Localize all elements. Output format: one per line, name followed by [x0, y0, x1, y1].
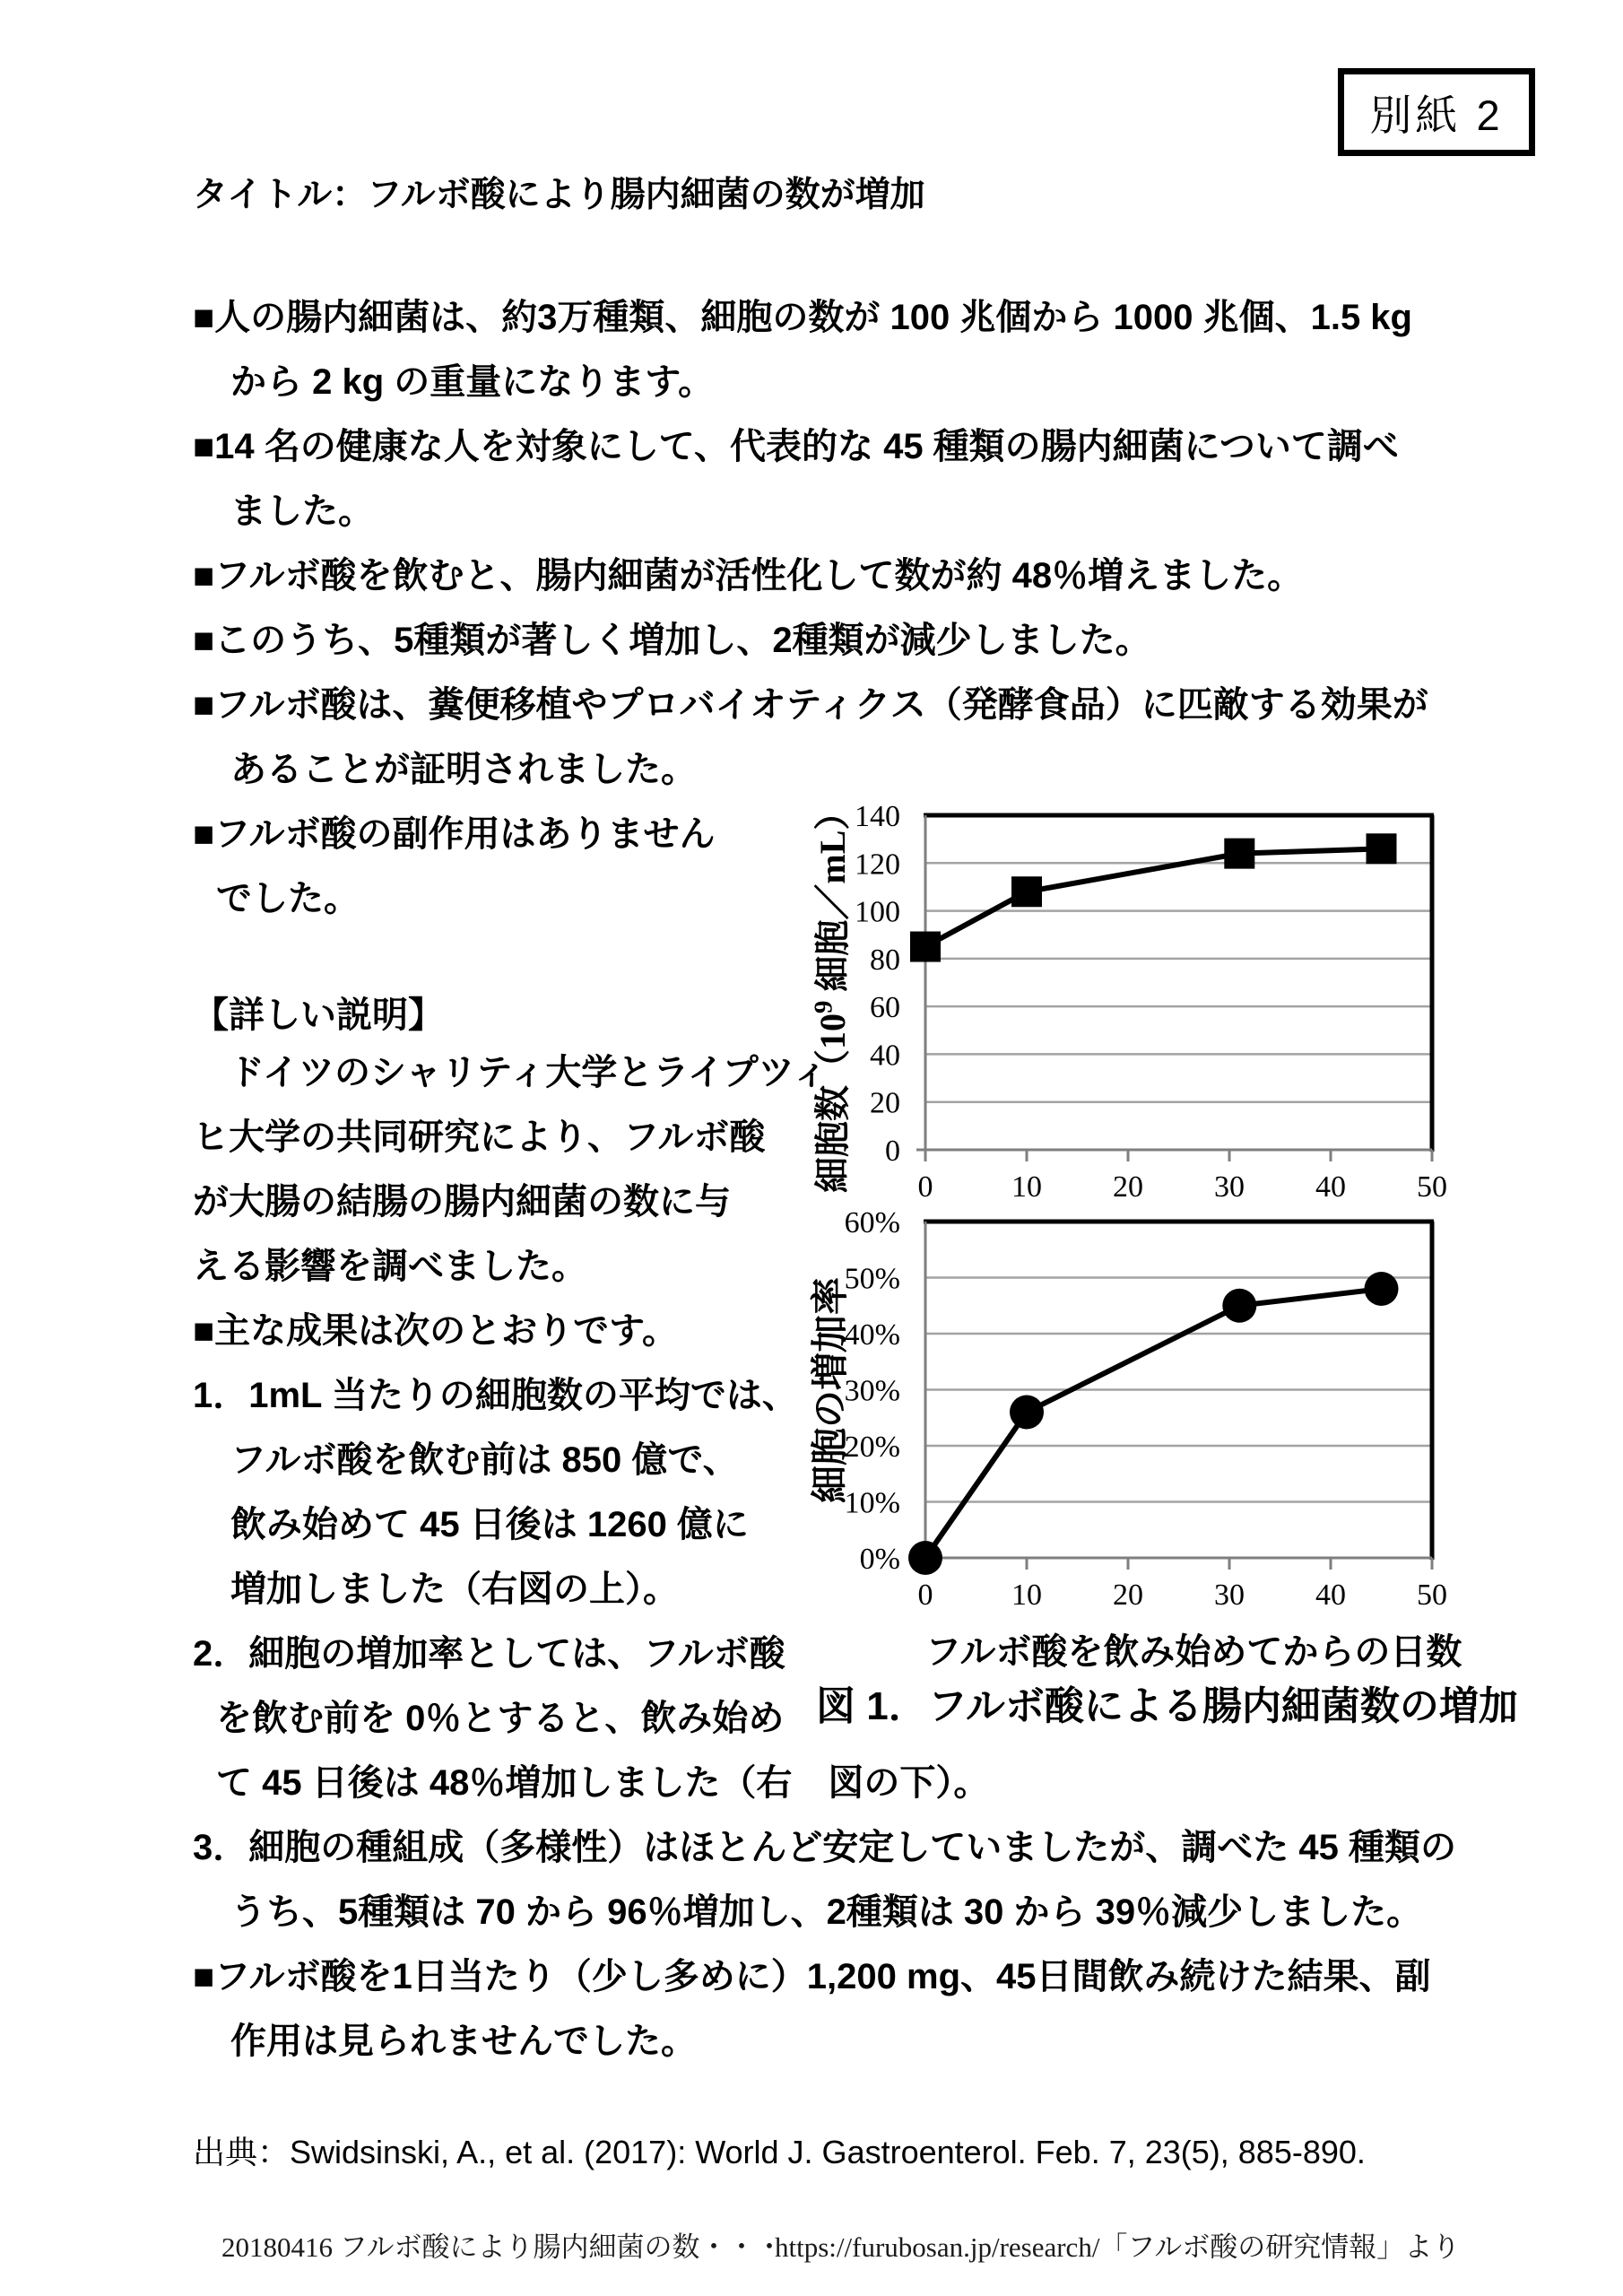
footer-date-title: 20180416 フルボ酸により腸内細菌の数・・・: [221, 2231, 784, 2263]
svg-text:140: 140: [855, 800, 900, 833]
svg-text:40: 40: [870, 1039, 900, 1073]
svg-text:80: 80: [870, 943, 900, 977]
x-axis-label: フルボ酸を飲み始めてからの日数: [925, 1632, 1462, 1672]
svg-text:20: 20: [870, 1086, 900, 1120]
details-line: ■主な成果は次のとおりです。: [193, 1311, 678, 1351]
intro-line: から 2 kg の重量になります。: [230, 362, 715, 402]
attachment-tag-label: 別紙 2: [1369, 91, 1504, 139]
svg-text:0: 0: [885, 1135, 900, 1168]
intro-line: ■このうち、5種類が著しく増加し、2種類が減少しました。: [193, 621, 1151, 660]
svg-text:0%: 0%: [859, 1543, 900, 1576]
svg-text:60%: 60%: [844, 1206, 900, 1239]
intro-line: でした。: [216, 879, 360, 918]
figure-caption: 図 1．フルボ酸による腸内細菌数の増加: [816, 1684, 1518, 1728]
body-line: ■フルボ酸を1日当たり（少し多めに）1,200 mg、45日間飲み続けた結果、副: [193, 1957, 1431, 1996]
svg-text:40%: 40%: [844, 1318, 900, 1352]
svg-text:10: 10: [1011, 1170, 1042, 1204]
details-line: ドイツのシャリティ大学とライプツィ: [193, 1053, 829, 1092]
svg-text:30%: 30%: [844, 1374, 900, 1408]
svg-text:120: 120: [855, 848, 900, 882]
intro-line: ■人の腸内細菌は、約3万種類、細胞の数が 100 兆個から 1000 兆個、1.5 kg: [193, 298, 1412, 337]
intro-line: ました。: [230, 491, 374, 531]
footer-url: https://furubosan.jp/research/「フルボ酸の研究情報」より: [775, 2231, 1461, 2263]
cell-count-chart: [789, 789, 1456, 1215]
svg-text:40: 40: [1315, 1578, 1346, 1612]
details-line: える影響を調べました。: [193, 1247, 587, 1286]
y-axis-label-text: 細胞／mL）: [812, 794, 853, 1001]
intro-line: ■フルボ酸を飲むと、腸内細菌が活性化して数が約 48％増えました。: [193, 556, 1304, 596]
svg-text:20: 20: [1113, 1170, 1143, 1204]
details-line: 飲み始めて 45 日後は 1260 億に: [230, 1505, 749, 1544]
svg-text:100: 100: [855, 895, 900, 929]
intro-line: ■フルボ酸は、糞便移植やプロバイオティクス（発酵食品）に匹敵する効果が: [193, 685, 1428, 725]
page-title: タイトル：フルボ酸により腸内細菌の数が増加: [193, 176, 925, 214]
body-line: て 45 日後は 48％増加しました（右 図の下）。: [216, 1763, 990, 1803]
svg-text:20: 20: [1113, 1578, 1143, 1612]
svg-text:60: 60: [870, 991, 900, 1025]
citation-line: 出典：Swidsinski, A., et al. (2017): World J. Gastroenterol. Feb. 7, 23(5), 885-890.: [193, 2134, 1366, 2170]
svg-text:10%: 10%: [844, 1486, 900, 1520]
attachment-tag-box: [1338, 68, 1535, 156]
svg-text:30: 30: [1214, 1170, 1245, 1204]
details-line: フルボ酸を飲む前は 850 億で、: [230, 1440, 739, 1480]
details-line: 増加しました（右図の上）。: [230, 1570, 679, 1609]
svg-text:50: 50: [1417, 1170, 1447, 1204]
body-line: 作用は見られませんでした。: [230, 2022, 697, 2061]
svg-text:10: 10: [1011, 1578, 1042, 1612]
intro-line: ■14 名の健康な人を対象にして、代表的な 45 種類の腸内細菌について調べ: [193, 427, 1399, 466]
increase-rate-y-axis-label: 細胞の増加率: [811, 1277, 852, 1504]
y-axis-label-text: 細胞数（10: [812, 1013, 853, 1193]
svg-text:50%: 50%: [844, 1262, 900, 1296]
svg-text:0: 0: [917, 1170, 933, 1204]
details-line: 1．1mL 当たりの細胞数の平均では、: [193, 1376, 798, 1415]
svg-text:20%: 20%: [844, 1431, 900, 1464]
svg-text:50: 50: [1417, 1578, 1447, 1612]
body-line: うち、5種類は 70 から 96％増加し、2種類は 30 から 39％減少しました。: [230, 1892, 1423, 1932]
details-line: が大腸の結腸の腸内細菌の数に与: [193, 1182, 731, 1222]
intro-line: あることが証明されました。: [230, 750, 697, 789]
increase-rate-chart: [789, 1193, 1456, 1619]
body-line: 3．細胞の種組成（多様性）はほとんど安定していましたが、調べた 45 種類の: [193, 1828, 1456, 1867]
details-line: を飲む前を 0％とすると、飲み始め: [216, 1699, 785, 1738]
intro-line: ■フルボ酸の副作用はありません: [193, 814, 716, 854]
details-line: 2．細胞の増加率としては、フルボ酸: [193, 1634, 785, 1674]
details-line: ヒ大学の共同研究により、フルボ酸: [193, 1118, 766, 1157]
details-heading: 【詳しい説明】: [193, 996, 444, 1035]
svg-text:0: 0: [917, 1578, 933, 1612]
svg-text:30: 30: [1214, 1578, 1245, 1612]
y-axis-label-superscript: 9: [809, 1000, 838, 1013]
svg-text:40: 40: [1315, 1170, 1346, 1204]
